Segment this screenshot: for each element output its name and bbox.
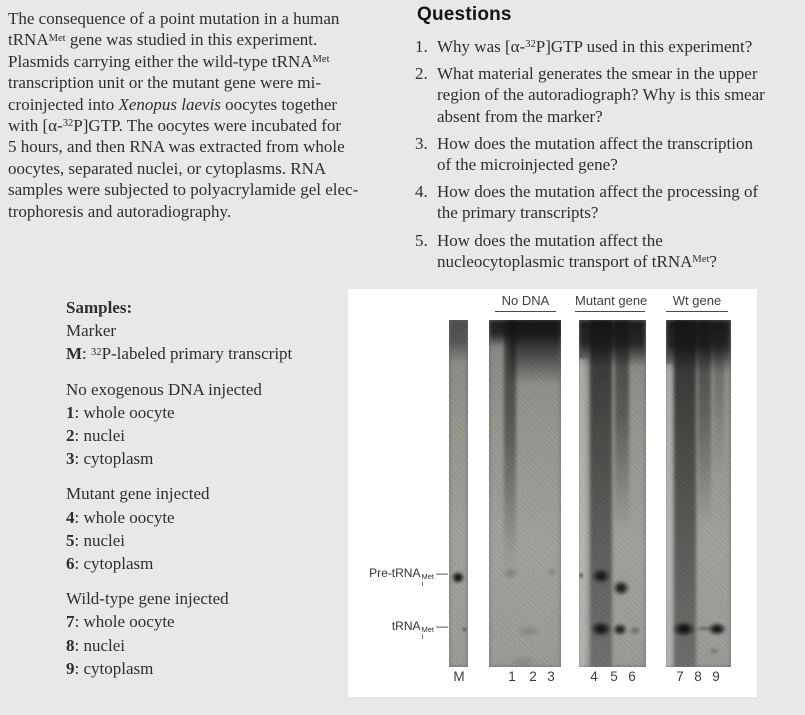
text-line: Why was [α-$^{32}$P]GTP used in this experiment? [437, 37, 753, 56]
question-item [415, 63, 795, 127]
samples-line: Marker [66, 321, 117, 341]
text-line: 5 hours, and then RNA was extracted from whole [8, 137, 345, 157]
gel-band [462, 627, 467, 632]
samples-line: Samples: [66, 298, 133, 317]
question-number: 2. [415, 64, 428, 84]
samples-group [66, 587, 292, 680]
intro-paragraph [8, 8, 408, 222]
samples-group [66, 296, 292, 366]
gel-band [509, 655, 539, 668]
text-line: How does the mutation affect the transcription [437, 133, 753, 153]
text-line: Plasmids carrying either the wild-type tRNA$^{Met}$ [8, 51, 330, 71]
gel-smear-streak [615, 320, 629, 530]
text-line: oocytes, separated nuclei, or cytoplasms. RNA [8, 158, 327, 178]
gel-lane-number: 4 [590, 669, 598, 684]
gel-strip-wt [666, 320, 731, 667]
gel-group-label: No DNA [495, 293, 556, 312]
gel-band [707, 622, 727, 636]
gel-lane-number: 3 [547, 669, 555, 684]
band-tick-dash: — [436, 619, 448, 633]
text-line: tRNA$^{Met}$ gene was studied in this experiment. [8, 30, 318, 50]
text-line: What material generates the smear in the upper [437, 64, 758, 84]
samples-line: 4: whole oocyte [66, 507, 175, 527]
gel-strip-marker [449, 320, 468, 667]
gel-lane-number: M [453, 669, 465, 684]
gel-lane-number: 9 [712, 669, 720, 684]
gel-band-label: tRNA Met i — [391, 619, 448, 641]
text-line: trophoresis and autoradiography. [8, 201, 232, 221]
text-line: absent from the marker? [437, 106, 603, 126]
samples-group [66, 482, 292, 575]
gel-group-label: Mutant gene [575, 293, 645, 312]
gel-lane-number: 7 [676, 669, 684, 684]
gel-band [451, 571, 465, 584]
question-number: 5. [415, 230, 428, 250]
samples-line: 3: cytoplasm [66, 449, 154, 469]
gel-light-edge [579, 359, 590, 667]
question-number: 4. [415, 182, 428, 202]
gel-band [629, 626, 641, 635]
gel-smear-cap [449, 320, 468, 362]
samples-line: 8: nuclei [66, 635, 126, 655]
gel-smear-streak [504, 320, 516, 568]
question-text [437, 63, 765, 127]
questions-heading: Questions [417, 4, 512, 25]
gel-lane-number: 6 [628, 669, 636, 684]
text-line: samples were subjected to polyacrylamide gel elec- [8, 180, 359, 200]
text-line: transcription unit or the mutant gene were mi- [8, 73, 321, 93]
questions-items [415, 36, 795, 272]
gel-group-label: Wt gene [666, 293, 728, 312]
gel-smear-streak [590, 320, 612, 667]
samples-line: 6: cytoplasm [66, 554, 154, 574]
question-text [437, 230, 717, 272]
question-number: 1. [415, 37, 428, 56]
samples-line: 2: nuclei [66, 426, 126, 446]
gel-band [612, 623, 628, 636]
question-item [415, 133, 795, 175]
questions-section [415, 4, 795, 278]
question-text [437, 133, 753, 175]
gel-figure-panel [348, 289, 757, 697]
band-tick-dash: — [436, 566, 448, 580]
samples-line: 9: cytoplasm [66, 658, 154, 678]
text-line: How does the mutation affect the processing of [437, 182, 759, 202]
samples-list [66, 296, 292, 692]
question-number: 3. [415, 133, 428, 153]
question-text [437, 181, 758, 223]
gel-lane-number: 1 [508, 669, 516, 684]
text-line: region of the autoradiograph? Why is this smear [437, 85, 765, 105]
text-line: of the microinjected gene? [437, 155, 618, 175]
gel-band [579, 572, 584, 579]
samples-groups [66, 296, 292, 680]
text-line: nucleocytoplasmic transport of tRNA$^{Met}$? [437, 251, 717, 271]
gel-band [590, 621, 612, 637]
gel-smear-cap [509, 320, 561, 384]
gel-band [591, 568, 611, 584]
text-line: the primary transcripts? [437, 203, 599, 223]
gel-smear-streak [714, 320, 724, 475]
gel-strip-no-dna [489, 320, 561, 667]
question-item [415, 36, 795, 57]
samples-line: No exogenous DNA injected [66, 379, 262, 399]
question-text [437, 36, 752, 57]
samples-line: 5: nuclei [66, 530, 126, 550]
samples-line: M: $^{32}$P-labeled primary transcript [66, 344, 293, 364]
text-line: How does the mutation affect the [437, 230, 663, 250]
samples-line: 1: whole oocyte [66, 402, 175, 422]
gel-smear-streak [698, 320, 711, 525]
gel-band [547, 568, 557, 576]
gel-band [502, 567, 518, 579]
samples-line: 7: whole oocyte [66, 612, 175, 632]
gel-band [709, 647, 719, 655]
gel-lane-number: 5 [610, 669, 618, 684]
gel-lane-number: 2 [529, 669, 537, 684]
gel-band-label: Pre-tRNA Met i — [369, 566, 448, 588]
samples-line: Mutant gene injected [66, 484, 210, 504]
question-item [415, 181, 795, 223]
gel-lane-number: 8 [694, 669, 702, 684]
gel-band [516, 625, 542, 637]
gel-smear-streak [674, 320, 696, 667]
gel-strip-mutant [579, 320, 646, 667]
text-line: with [α-$^{32}$P]GTP. The oocytes were incubated for [8, 116, 342, 136]
text-line: croinjected into Xenopus laevis oocytes together [8, 94, 338, 114]
samples-line: Wild-type gene injected [66, 589, 229, 609]
samples-group [66, 378, 292, 471]
text-line: The consequence of a point mutation in a human [8, 9, 340, 28]
gel-band [612, 580, 630, 596]
question-item [415, 230, 795, 272]
gel-band [672, 621, 696, 637]
